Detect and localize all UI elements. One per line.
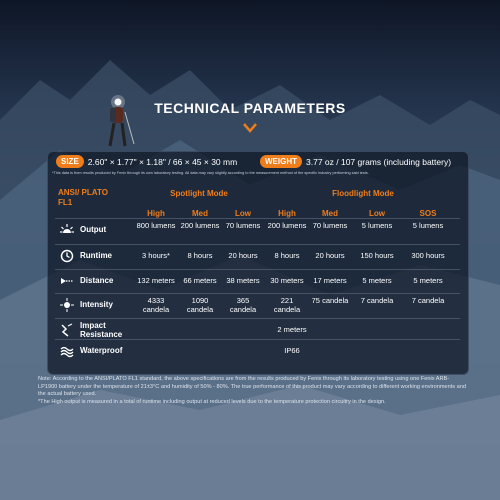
table-cell: 17 meters	[313, 276, 347, 285]
table-cell: 70 lumens	[225, 221, 261, 230]
mode-header-0: High	[147, 209, 165, 218]
waterproof-icon	[60, 344, 74, 358]
floodlight-mode-header: Floodlight Mode	[332, 189, 394, 198]
row-label-4: Impact Resistance	[80, 321, 123, 339]
weight-spec	[260, 155, 451, 168]
table-cell: 300 hours	[411, 251, 445, 260]
distance-icon	[60, 274, 74, 288]
table-cell: 150 hours	[360, 251, 394, 260]
spec-panel	[47, 151, 469, 375]
mode-header-1: Med	[192, 209, 208, 218]
row-separator	[55, 269, 460, 270]
mode-header-4: Med	[322, 209, 338, 218]
specification-note	[38, 376, 468, 406]
mode-header-6: SOS	[419, 209, 437, 218]
table-cell: 800 lumens	[136, 221, 176, 230]
row-label-5: Waterproof	[80, 346, 123, 355]
size-badge: SIZE	[56, 155, 84, 168]
size-value: 2.60" × 1.77" × 1.18" / 66 × 45 × 30 mm	[87, 156, 238, 167]
clock-icon	[60, 249, 74, 263]
table-cell-merged: 2 meters	[277, 325, 307, 334]
row-separator	[55, 293, 460, 294]
table-cell: 132 meters	[137, 276, 175, 285]
table-cell: 30 meters	[270, 276, 304, 285]
table-cell: 5 lumens	[412, 221, 444, 230]
row-label-1: Runtime	[80, 251, 112, 260]
chevron-down-icon	[242, 122, 258, 134]
page-title: TECHNICAL PARAMETERS	[154, 100, 346, 116]
table-cell: 70 lumens	[312, 221, 348, 230]
table-cell: 75 candela	[311, 296, 349, 305]
table-cell: 20 hours	[228, 251, 258, 260]
row-separator	[55, 218, 460, 219]
row-label-3: Intensity	[80, 300, 113, 309]
table-cell: 4333 candela	[142, 296, 170, 314]
weight-badge: WEIGHT	[260, 155, 302, 168]
weight-value: 3.77 oz / 107 grams (including battery)	[306, 156, 452, 167]
standard-label: ANSI/ PLATO FL1	[58, 188, 108, 207]
table-cell: 7 candela	[360, 296, 394, 305]
impact-icon	[60, 323, 74, 337]
table-cell: 365 candela	[229, 296, 257, 314]
row-separator	[55, 318, 460, 319]
mode-header-3: High	[278, 209, 296, 218]
table-cell: 8 hours	[274, 251, 300, 260]
table-cell: 38 meters	[226, 276, 260, 285]
note-high-output: *The High output is measured in a total of runtime including output at reduced levels due to the temperature protection circuitry in the design.	[38, 398, 386, 405]
spotlight-mode-header: Spotlight Mode	[170, 189, 228, 198]
table-cell: 221 candela	[273, 296, 301, 314]
table-cell: 5 lumens	[361, 221, 393, 230]
row-label-2: Distance	[80, 276, 114, 285]
brightness-icon	[60, 223, 74, 237]
table-cell: 5 meters	[362, 276, 392, 285]
table-cell-merged: IP66	[284, 346, 300, 355]
table-cell: 200 lumens	[267, 221, 307, 230]
table-cell: 20 hours	[315, 251, 345, 260]
note-text: Note: According to the ANSI/PLATO FL1 standard, the above specifications are from the results produced by Fenix through its laboratory testing using one Fenix ARB-LP1900 battery under the temperature of 21±3°C and humidity of 50% - 80%. The true performance of this product may vary according to different working environments and the actual battery used.	[38, 376, 466, 398]
intensity-icon	[60, 298, 74, 312]
table-cell: 66 meters	[183, 276, 217, 285]
row-label-0: Output	[80, 225, 107, 234]
table-cell: 3 hours*	[142, 251, 170, 260]
lab-footnote: *This data is from results produced by Fenix through its own laboratory testing. All data may vary slightly according to the measurement method of the specific industry performing said tests.	[52, 171, 369, 175]
row-separator	[55, 339, 460, 340]
table-cell: 8 hours	[187, 251, 213, 260]
table-cell: 200 lumens	[180, 221, 220, 230]
table-cell: 7 candela	[411, 296, 445, 305]
mode-header-5: Low	[369, 209, 385, 218]
mode-header-2: Low	[235, 209, 251, 218]
size-spec	[56, 155, 237, 168]
table-cell: 5 meters	[413, 276, 443, 285]
row-separator	[55, 244, 460, 245]
table-cell: 1090 candela	[186, 296, 214, 314]
